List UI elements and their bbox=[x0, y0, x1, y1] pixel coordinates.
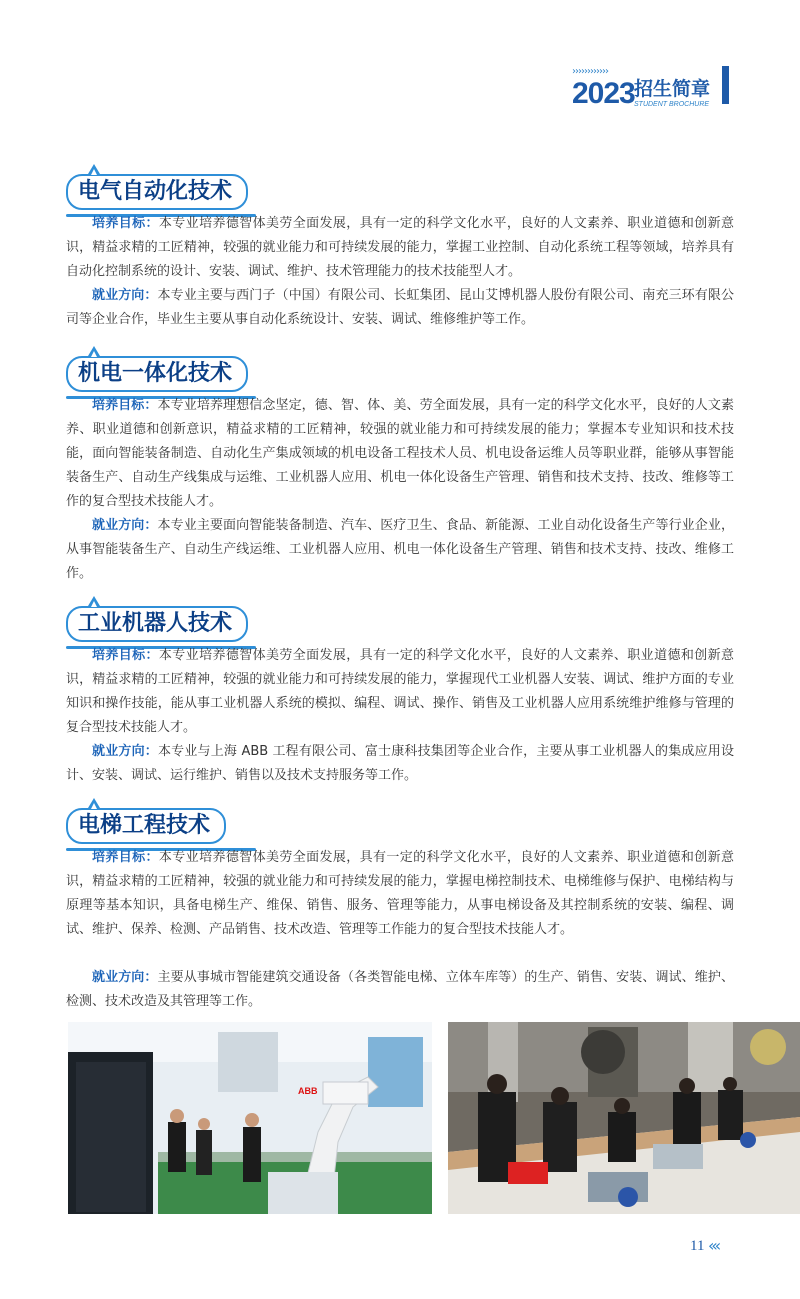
brochure-header bbox=[572, 66, 742, 110]
section-career-paragraph bbox=[66, 284, 734, 332]
section-heading-electrical-automation bbox=[66, 174, 248, 210]
career-label: 就业方向： bbox=[92, 288, 158, 303]
section-goal-paragraph bbox=[66, 394, 734, 514]
page-number: 11 bbox=[690, 1238, 705, 1254]
header-subtitle: STUDENT BROCHURE bbox=[634, 101, 710, 108]
section-career-paragraph bbox=[66, 740, 734, 788]
career-label: 就业方向： bbox=[92, 744, 158, 759]
section-goal-paragraph bbox=[66, 212, 734, 284]
section-goal-paragraph bbox=[66, 644, 734, 740]
section-goal-paragraph bbox=[66, 846, 734, 942]
section-career-paragraph bbox=[66, 966, 734, 1014]
goal-text: 本专业培养德智体美劳全面发展，具有一定的科学文化水平，良好的人文素养、职业道德和创新意识，精益求精的工匠精神，较强的就业能力和可持续发展的能力，掌握电梯控制技术、电梯维修与保护、电梯结构与原理等基本知识，具备电梯生产、维保、销售、服务、管理等能力，从事电梯设备及其控制系统的安装、编程、调试、维护、保养、检测、产品销售、技术改造、管理等工作能力的复合型技术技能人才。 bbox=[66, 850, 734, 937]
section-heading-elevator-engineering bbox=[66, 808, 226, 844]
goal-label: 培养目标： bbox=[92, 398, 158, 413]
career-text: 本专业主要与西门子（中国）有限公司、长虹集团、昆山艾博机器人股份有限公司、南充三环有限公司等企业合作，毕业生主要从事自动化系统设计、安装、调试、维修维护等工作。 bbox=[66, 288, 734, 327]
career-label: 就业方向： bbox=[92, 518, 158, 533]
section-title: 电气自动化技术 bbox=[78, 179, 233, 204]
career-text: 主要从事城市智能建筑交通设备（各类智能电梯、立体车库等）的生产、销售、安装、调试、维护、检测、技术改造及其管理等工作。 bbox=[66, 970, 734, 1009]
career-text: 本专业主要面向智能装备制造、汽车、医疗卫生、食品、新能源、工业自动化设备生产等行业企业，从事智能装备生产、自动生产线运维、工业机器人应用、机电一体化设备生产管理、销售和技术支持、技改、维修工作。 bbox=[66, 518, 734, 581]
photo-electrical-workshop bbox=[448, 1022, 800, 1214]
abb-logo-text: ABB bbox=[298, 1086, 318, 1096]
section-career-paragraph bbox=[66, 514, 734, 586]
goal-text: 本专业培养德智体美劳全面发展，具有一定的科学文化水平，良好的人文素养、职业道德和创新意识，精益求精的工匠精神，较强的就业能力和可持续发展的能力，掌握现代工业机器人安装、调试、维护方面的专业知识和操作技能，能从事工业机器人系统的模拟、编程、调试、操作、销售及工业机器人应用系统维护维修与管理的复合型技术技能人才。 bbox=[66, 648, 734, 735]
section-heading-mechatronics bbox=[66, 356, 248, 392]
goal-label: 培养目标： bbox=[92, 850, 159, 865]
chevron-left-icon: ‹‹‹ bbox=[708, 1236, 719, 1255]
header-accent-bar bbox=[722, 66, 729, 104]
section-heading-industrial-robot bbox=[66, 606, 248, 642]
photo-robot-training-lab bbox=[68, 1022, 432, 1214]
header-arrows: ›››››››››››› bbox=[572, 66, 608, 77]
header-year: 2023 bbox=[572, 77, 635, 110]
goal-label: 培养目标： bbox=[92, 216, 159, 231]
career-label: 就业方向： bbox=[92, 970, 158, 985]
career-text: 本专业与上海 ABB 工程有限公司、富士康科技集团等企业合作，主要从事工业机器人的集成应用设计、安装、调试、运行维护、销售以及技术支持服务等工作。 bbox=[66, 744, 734, 783]
goal-label: 培养目标： bbox=[92, 648, 159, 663]
header-title: 招生简章 bbox=[634, 78, 711, 100]
section-title: 电梯工程技术 bbox=[78, 813, 211, 838]
section-title: 工业机器人技术 bbox=[78, 611, 233, 636]
goal-text: 本专业培养理想信念坚定，德、智、体、美、劳全面发展，具有一定的科学文化水平，良好的人文素养、职业道德和创新意识，精益求精的工匠精神，较强的就业能力和可持续发展的能力；掌握本专业知识和技术技能，面向智能装备制造、自动化生产集成领域的机电设备工程技术人员、机电设备运维人员等职业群，能够从事智能装备生产、自动生产线集成与运维、工业机器人应用、机电一体化设备生产管理、销售和技术支持、技改、维修等工作的复合型技术技能人才。 bbox=[66, 398, 734, 509]
goal-text: 本专业培养德智体美劳全面发展，具有一定的科学文化水平，良好的人文素养、职业道德和创新意识，精益求精的工匠精神，较强的就业能力和可持续发展的能力，掌握工业控制、自动化系统工程等领域，培养具有自动化控制系统的设计、安装、调试、维护、技术管理能力的技术技能型人才。 bbox=[66, 216, 734, 279]
section-title: 机电一体化技术 bbox=[78, 361, 233, 386]
